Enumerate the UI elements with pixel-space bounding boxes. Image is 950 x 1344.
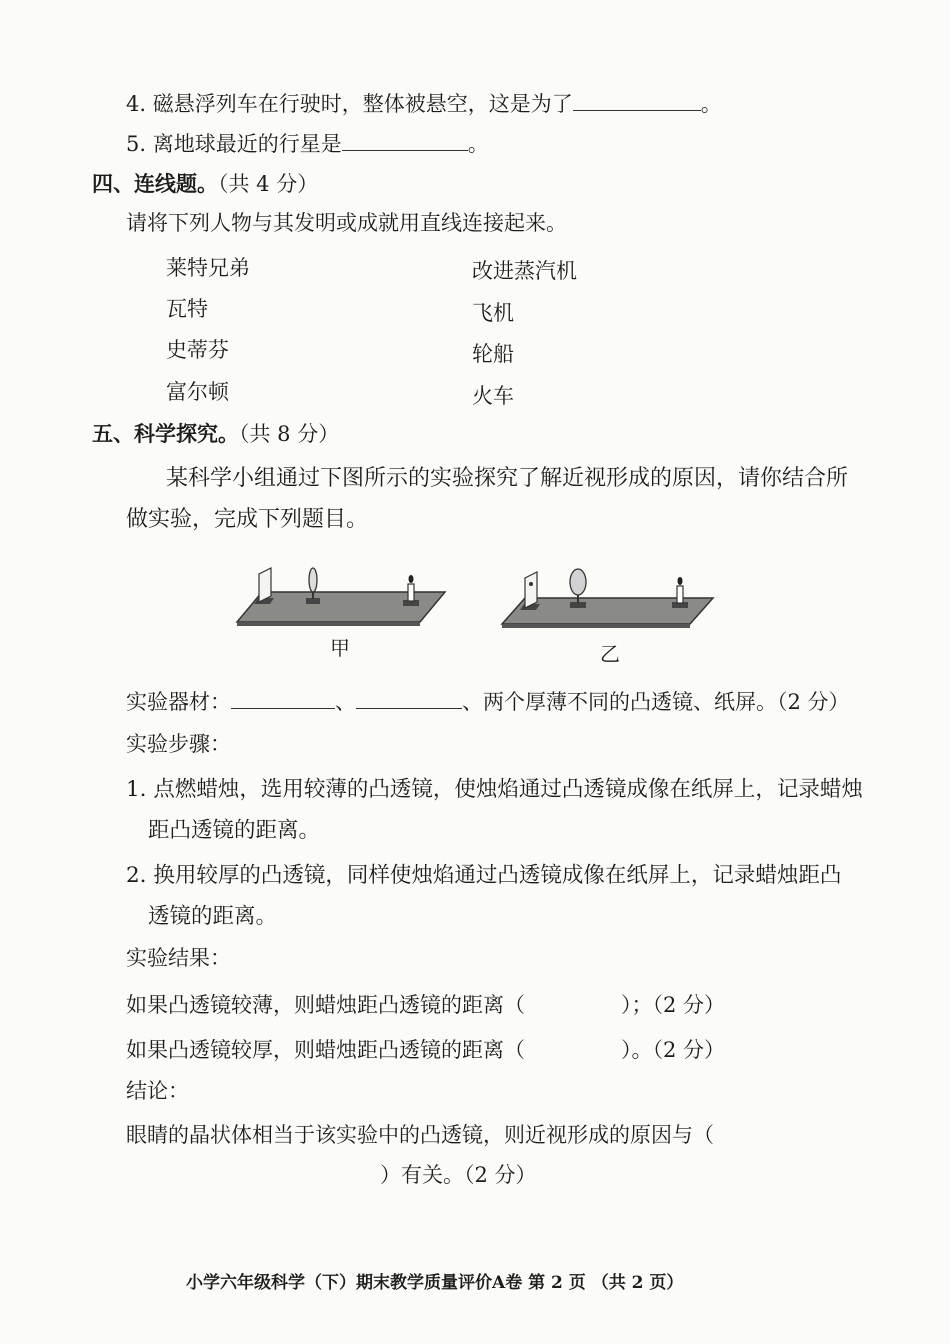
conclusion-line-2-text: ）有关。（2 分） — [380, 1163, 537, 1187]
step-2-line-2: 透镜的距离。 — [148, 904, 278, 929]
question-4-end: 。 — [700, 92, 722, 116]
setup-yi-illustration — [502, 569, 713, 628]
section-5-score: （共 8 分） — [239, 422, 340, 446]
section-4-heading — [92, 170, 318, 198]
materials-separator: 、 — [335, 690, 356, 714]
section-4-instruction: 请将下列人物与其发明或成就用直线连接起来。 — [126, 211, 567, 235]
conclusion-line-2 — [380, 1162, 537, 1189]
result-2-head: 如果凸透镜较厚，则蜡烛距凸透镜的距离（ — [126, 1038, 525, 1062]
person-2[interactable]: 瓦特 — [166, 297, 208, 321]
results-label: 实验结果： — [126, 946, 231, 970]
step-1-line-2: 距凸透镜的距离。 — [148, 818, 321, 843]
question-5-end: 。 — [467, 132, 489, 156]
step-2-line-1: 2. 换用较厚的凸透镜，同样使烛焰通过凸透镜成像在纸屏上，记录蜡烛距凸 — [126, 863, 842, 888]
section-5-heading — [92, 420, 339, 448]
question-4-blank[interactable] — [573, 90, 701, 111]
question-5-blank[interactable] — [342, 130, 468, 151]
result-2 — [126, 1037, 725, 1064]
setup-jia-illustration — [237, 568, 445, 626]
materials-line — [126, 688, 850, 716]
section-4-title: 四、连线题。 — [92, 171, 218, 196]
materials-tail: 、两个厚薄不同的凸透镜、纸屏。（2 分） — [462, 690, 850, 714]
page-footer: 小学六年级科学（下）期末教学质量评价A卷 第 2 页 （共 2 页） — [186, 1273, 684, 1293]
result-1-tail: ）；（2 分） — [621, 993, 726, 1017]
result-2-tail: ）。（2 分） — [621, 1038, 726, 1062]
section-5-title: 五、科学探究。 — [92, 421, 239, 446]
section-5-intro-line-1: 某科学小组通过下图所示的实验探究了解近视形成的原因，请你结合所 — [166, 466, 849, 491]
result-1-head: 如果凸透镜较薄，则蜡烛距凸透镜的距离（ — [126, 993, 525, 1017]
achievement-4[interactable]: 火车 — [472, 384, 514, 408]
steps-label: 实验步骤： — [126, 732, 231, 756]
question-4 — [126, 90, 722, 118]
figure-label-jia: 甲 — [330, 636, 350, 660]
conclusion-line-1: 眼睛的晶状体相当于该实验中的凸透镜，则近视形成的原因与（ — [126, 1123, 714, 1147]
figure-label-yi: 乙 — [600, 642, 620, 666]
person-3[interactable]: 史蒂芬 — [166, 338, 229, 362]
question-4-text: 4. 磁悬浮列车在行驶时，整体被悬空，这是为了 — [126, 92, 573, 116]
section-4-score: （共 4 分） — [218, 172, 319, 196]
materials-label: 实验器材： — [126, 690, 231, 714]
experiment-figure — [0, 562, 950, 662]
section-5-intro-line-2: 做实验，完成下列题目。 — [126, 507, 369, 532]
question-5-text: 5. 离地球最近的行星是 — [126, 132, 342, 156]
materials-blank-2[interactable] — [356, 688, 462, 709]
question-5 — [126, 130, 489, 158]
achievement-2[interactable]: 飞机 — [472, 301, 514, 325]
step-1-line-1: 1. 点燃蜡烛，选用较薄的凸透镜，使烛焰通过凸透镜成像在纸屏上，记录蜡烛 — [126, 777, 863, 802]
achievement-1[interactable]: 改进蒸汽机 — [472, 259, 577, 283]
conclusion-label: 结论： — [126, 1079, 189, 1103]
materials-blank-1[interactable] — [231, 688, 335, 709]
person-1[interactable]: 莱特兄弟 — [166, 256, 250, 280]
achievement-3[interactable]: 轮船 — [472, 342, 514, 366]
result-1 — [126, 992, 725, 1019]
person-4[interactable]: 富尔顿 — [166, 380, 229, 404]
